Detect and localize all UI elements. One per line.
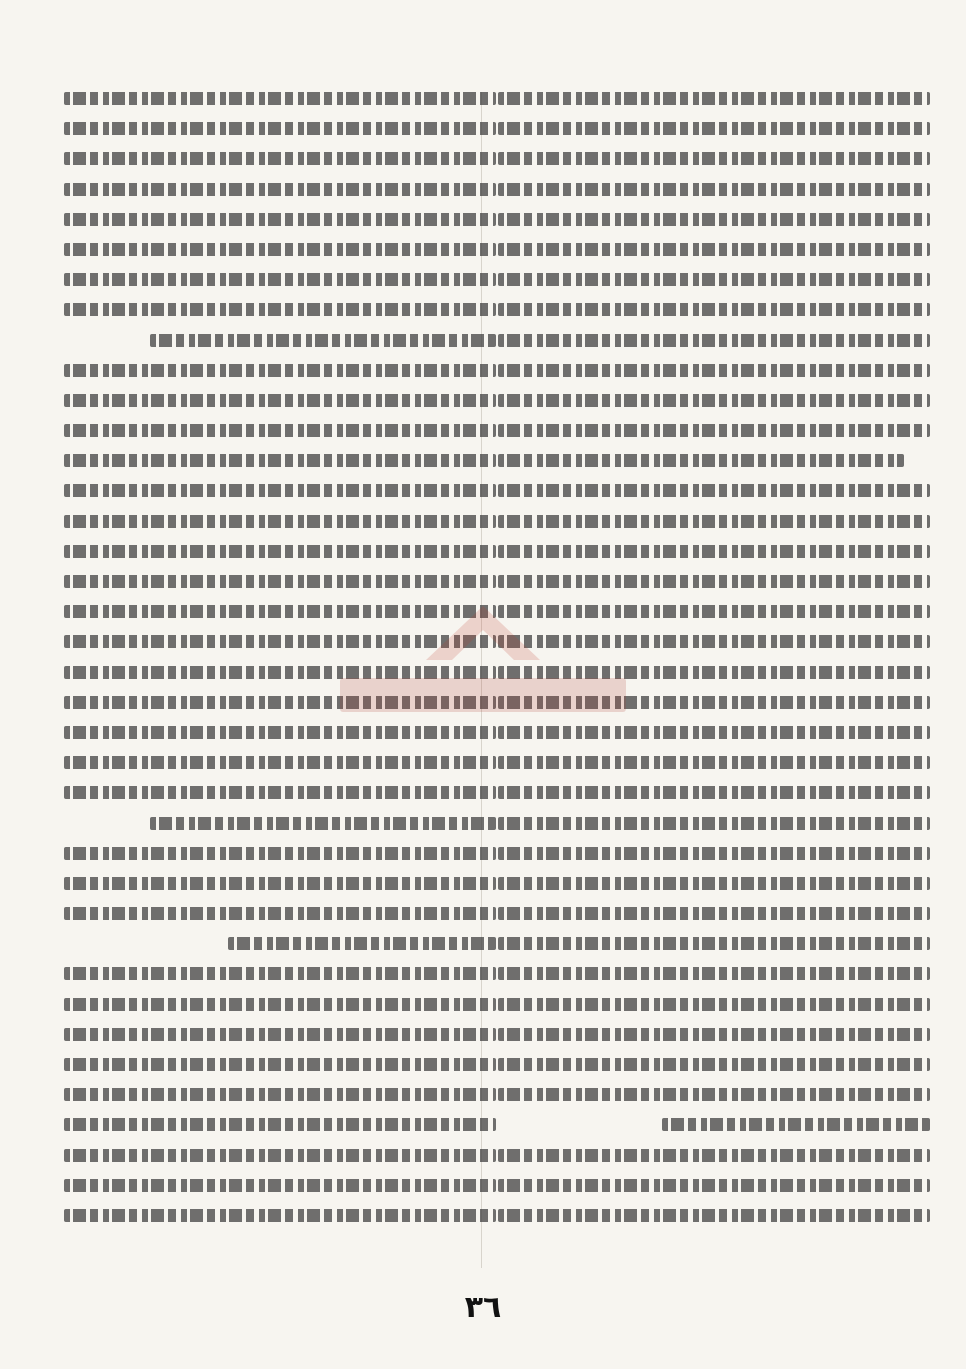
text-line (64, 1028, 496, 1041)
text-line (64, 424, 496, 437)
text-line (64, 213, 496, 226)
text-line (64, 273, 496, 286)
watermark-mark (340, 606, 626, 712)
text-line (64, 786, 496, 799)
text-line (64, 1149, 496, 1162)
text-line (64, 756, 496, 769)
text-line (150, 334, 496, 347)
text-line (64, 1058, 496, 1071)
text-line (498, 877, 930, 890)
text-line (498, 1209, 930, 1222)
text-line (498, 394, 930, 407)
text-line (64, 394, 496, 407)
text-line (64, 998, 496, 1011)
text-line (498, 817, 930, 830)
text-line (498, 756, 930, 769)
text-line (64, 877, 496, 890)
text-line (498, 545, 930, 558)
text-line (498, 484, 930, 497)
text-line (498, 303, 930, 316)
text-line (64, 1179, 496, 1192)
text-line (498, 515, 930, 528)
text-line (64, 122, 496, 135)
text-line (64, 907, 496, 920)
text-line (64, 1118, 496, 1131)
text-line (64, 1088, 496, 1101)
text-line (498, 907, 930, 920)
text-line (64, 484, 496, 497)
text-line (64, 1209, 496, 1222)
text-line (64, 967, 496, 980)
archive-watermark-graphic (300, 600, 666, 750)
text-line (498, 1028, 930, 1041)
text-line (498, 454, 904, 467)
text-line (64, 303, 496, 316)
text-line (498, 937, 930, 950)
text-line (64, 364, 496, 377)
text-line (64, 243, 496, 256)
text-line (498, 334, 930, 347)
text-line (64, 545, 496, 558)
text-line (498, 575, 930, 588)
text-line (498, 1058, 930, 1071)
text-line (498, 213, 930, 226)
text-line (498, 92, 930, 105)
text-line (498, 152, 930, 165)
text-line (150, 817, 496, 830)
text-line (498, 847, 930, 860)
text-line (64, 847, 496, 860)
text-line (498, 364, 930, 377)
text-line (498, 1149, 930, 1162)
text-line (64, 454, 496, 467)
text-line (498, 424, 930, 437)
text-line (498, 967, 930, 980)
text-line (64, 92, 496, 105)
text-line (498, 243, 930, 256)
text-line (228, 937, 496, 950)
text-line (64, 152, 496, 165)
text-line (498, 122, 930, 135)
text-line (498, 273, 930, 286)
text-line (498, 1088, 930, 1101)
text-line (498, 786, 930, 799)
text-line (64, 183, 496, 196)
text-line (498, 183, 930, 196)
text-line (662, 1118, 930, 1131)
text-line (498, 998, 930, 1011)
page-number: ٣٦ (464, 1290, 502, 1325)
text-line (64, 575, 496, 588)
text-line (64, 515, 496, 528)
text-line (498, 1179, 930, 1192)
